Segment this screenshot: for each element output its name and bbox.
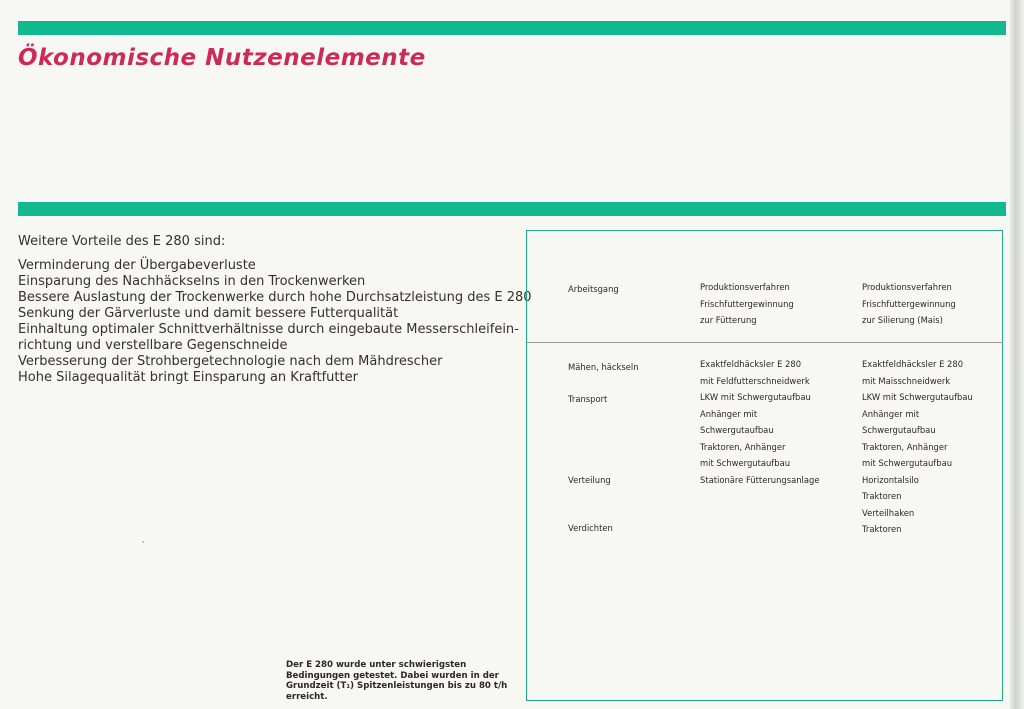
benefit-item: Bessere Auslastung der Trockenwerke durch hohe Durchsatzleistung des E 280 xyxy=(18,290,532,305)
benefit-item: Einsparung des Nachhäckselns in den Trockenwerken xyxy=(18,274,366,289)
paper-speck xyxy=(142,541,144,543)
benefits-intro: Weitere Vorteile des E 280 sind: xyxy=(18,234,226,249)
test-note: Der E 280 wurde unter schwierigsten Bedingungen getestet. Dabei wurden in der Grundzeit (T₁) Spitzenleistungen bis zu 80 t/h erreicht. xyxy=(286,660,508,702)
table-cell-line: Traktoren xyxy=(862,524,902,534)
benefit-item: Hohe Silagequalität bringt Einsparung an Kraftfutter xyxy=(18,370,358,385)
benefit-item: richtung und verstellbare Gegenschneide xyxy=(18,338,288,353)
benefit-item: Senkung der Gärverluste und damit bessere Futterqualität xyxy=(18,306,399,321)
header-col2-line: Produktionsverfahren xyxy=(700,282,790,292)
top-green-bar xyxy=(18,21,1006,35)
table-cell-line: Anhänger mit xyxy=(700,408,758,419)
header-col2-line: Frischfuttergewinnung xyxy=(700,298,794,309)
table-cell-line: mit Schwergutaufbau xyxy=(700,458,791,468)
page-title: Ökonomische Nutzenelemente xyxy=(18,45,426,71)
header-col2 xyxy=(700,279,794,329)
table-cell-line: Traktoren xyxy=(862,491,902,501)
table-cell-line: Horizontalsilo xyxy=(862,474,919,485)
header-col2-line: zur Fütterung xyxy=(700,315,757,325)
table-cell-line: Verteilhaken xyxy=(862,507,915,518)
table-cell-line: Schwergutaufbau xyxy=(700,425,774,435)
table-cell-line: Anhänger mit xyxy=(862,408,920,419)
table-cell-line: Schwergutaufbau xyxy=(862,425,936,435)
header-arbeitsgang: Arbeitsgang xyxy=(568,284,619,294)
header-col3-line: Produktionsverfahren xyxy=(862,282,952,292)
column-frischfutter-silierung xyxy=(862,356,973,538)
benefits-list xyxy=(18,258,532,386)
row-label-maehen: Mähen, häckseln xyxy=(568,362,639,372)
table-cell-line: Exaktfeldhäcksler E 280 xyxy=(700,359,802,369)
row-label-verdichten: Verdichten xyxy=(568,523,613,533)
page-edge xyxy=(1010,0,1024,709)
benefit-item: Einhaltung optimaler Schnittverhältnisse durch eingebaute Messerschleifein- xyxy=(18,322,519,337)
table-cell-line: mit Maisschneidwerk xyxy=(862,375,951,386)
header-col3-line: zur Silierung (Mais) xyxy=(862,315,943,325)
row-label-verteilung: Verteilung xyxy=(568,475,611,485)
header-col3 xyxy=(862,279,956,329)
column-frischfutter-fuetterung xyxy=(700,356,819,488)
middle-green-bar xyxy=(18,202,1006,216)
table-cell-line: mit Schwergutaufbau xyxy=(862,458,953,468)
table-cell-line: Stationäre Fütterungsanlage xyxy=(700,474,820,485)
table-cell-line: Traktoren, Anhänger xyxy=(862,441,948,452)
table-cell-line: LKW mit Schwergutaufbau xyxy=(700,392,811,402)
table-cell-line: mit Feldfutterschneidwerk xyxy=(700,375,810,386)
table-cell-line: LKW mit Schwergutaufbau xyxy=(862,392,973,402)
table-cell-line: Traktoren, Anhänger xyxy=(700,441,786,452)
table-divider xyxy=(527,342,1003,343)
row-label-transport: Transport xyxy=(568,394,608,404)
table-cell-line: Exaktfeldhäcksler E 280 xyxy=(862,359,964,369)
benefit-item: Verminderung der Übergabeverluste xyxy=(18,258,256,273)
header-col3-line: Frischfuttergewinnung xyxy=(862,298,956,309)
benefit-item: Verbesserung der Strohbergetechnologie nach dem Mähdrescher xyxy=(18,354,443,369)
